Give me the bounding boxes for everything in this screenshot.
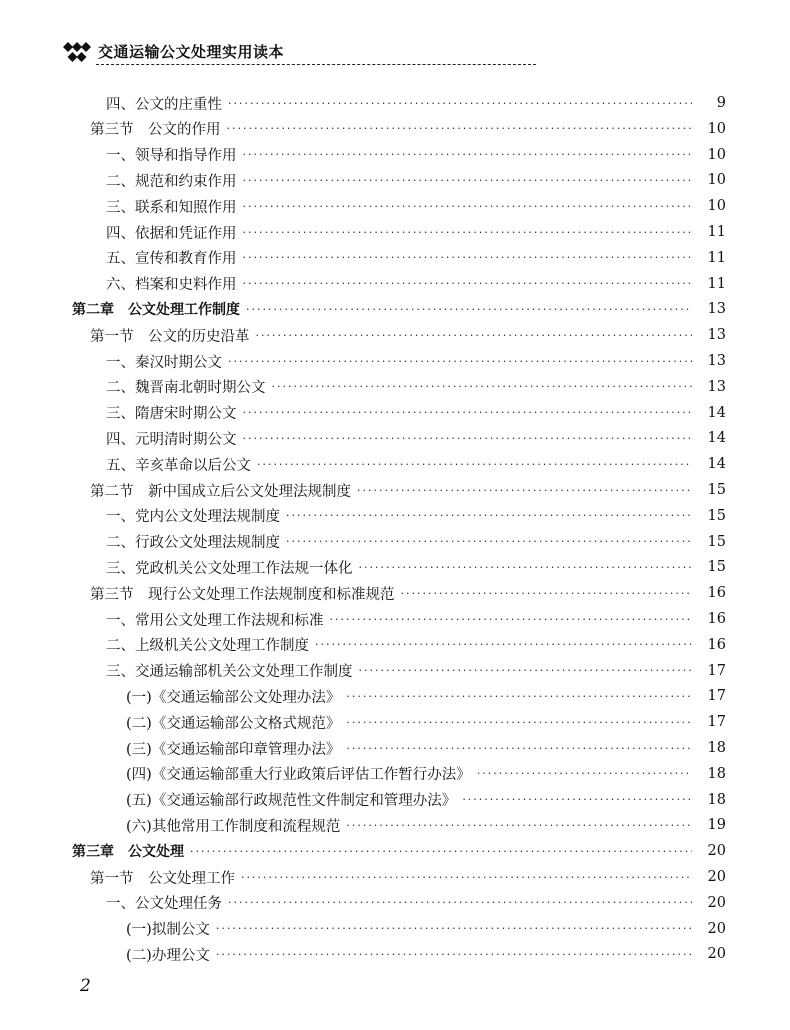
dot-leader (243, 200, 693, 213)
toc-entry-label: 第二节 新中国成立后公文处理法规制度 (90, 483, 351, 500)
toc-entry-page: 13 (707, 301, 726, 318)
toc-entry-page: 20 (707, 894, 726, 911)
toc-entry-label: 三、隋唐宋时期公文 (106, 406, 237, 423)
toc-entry[interactable] (0, 735, 790, 761)
toc-entry-label: 一、公文处理任务 (106, 896, 222, 913)
toc-entry-label: 三、党政机关公文处理工作法规一体化 (106, 560, 353, 577)
toc-entry-label: 第三章 公文处理 (72, 844, 184, 861)
running-header (60, 38, 540, 68)
book-title: 交通运输公文处理实用读本 (98, 43, 285, 61)
toc-entry-label: (六)其他常用工作制度和流程规范 (126, 818, 341, 835)
dot-leader (330, 613, 693, 626)
toc-entry[interactable] (0, 477, 790, 503)
toc-entry[interactable] (0, 580, 790, 606)
toc-entry[interactable] (0, 606, 790, 632)
toc-entry[interactable] (0, 296, 790, 322)
toc-entry-label: 三、联系和知照作用 (106, 199, 237, 216)
toc-entry-page: 14 (707, 456, 726, 473)
toc-entry-label: 二、行政公文处理法规制度 (106, 535, 280, 552)
dot-leader (216, 948, 692, 961)
toc-entry-page: 20 (707, 869, 726, 885)
toc-entry-label: 二、上级机关公文处理工作制度 (106, 638, 309, 655)
toc-entry-page: 16 (707, 611, 726, 627)
toc-entry[interactable] (0, 271, 790, 297)
toc-entry[interactable] (0, 193, 790, 219)
toc-entry[interactable] (0, 503, 790, 529)
toc-entry-page: 17 (707, 714, 726, 731)
dot-leader (243, 174, 693, 187)
toc-entry-page: 17 (707, 688, 726, 705)
toc-entry-page: 11 (707, 224, 726, 240)
dot-leader (401, 587, 693, 600)
toc-entry-label: (三)《交通运输部印章管理办法》 (126, 741, 341, 758)
dot-leader (462, 793, 692, 806)
toc-entry-label: (二)《交通运输部公文格式规范》 (126, 715, 341, 732)
toc-entry-label: 第一节 公文处理工作 (90, 870, 235, 887)
toc-entry[interactable] (0, 90, 790, 116)
toc-entry[interactable] (0, 554, 790, 580)
toc-entry-page: 13 (707, 378, 726, 395)
toc-entry-page: 20 (707, 843, 726, 860)
toc-entry-page: 14 (707, 404, 726, 421)
toc-entry-label: 第三节 现行公文处理工作法规制度和标准规范 (90, 586, 395, 603)
toc-entry[interactable] (0, 916, 790, 942)
toc-entry[interactable] (0, 632, 790, 658)
toc-entry-label: 第三节 公文的作用 (90, 122, 221, 139)
dot-leader (243, 432, 693, 445)
toc-entry-page: 10 (707, 146, 726, 163)
dot-leader (286, 509, 692, 522)
toc-entry-label: 四、依据和凭证作用 (106, 225, 237, 242)
toc-entry-page: 16 (707, 636, 726, 653)
dot-leader (346, 742, 692, 755)
toc-entry[interactable] (0, 709, 790, 735)
toc-entry[interactable] (0, 322, 790, 348)
toc-entry-label: 一、常用公文处理工作法规和标准 (106, 612, 324, 629)
toc-entry[interactable] (0, 529, 790, 555)
dot-leader (241, 871, 692, 884)
toc-entry[interactable] (0, 890, 790, 916)
dot-leader (190, 845, 692, 858)
dot-leader (315, 638, 692, 651)
toc-entry-label: 二、魏晋南北朝时期公文 (106, 380, 266, 397)
dot-leader (228, 355, 692, 368)
toc-entry-label: 五、宣传和教育作用 (106, 251, 237, 268)
dot-leader (256, 329, 693, 342)
dot-leader (346, 819, 692, 832)
toc-entry[interactable] (0, 374, 790, 400)
header-divider (96, 64, 536, 65)
toc-entry-page: 13 (707, 327, 726, 344)
toc-entry[interactable] (0, 116, 790, 142)
toc-entry[interactable] (0, 864, 790, 890)
toc-entry[interactable] (0, 787, 790, 813)
dot-leader (228, 896, 692, 909)
toc-entry-page: 20 (707, 920, 726, 937)
diamond-cluster-icon (62, 41, 92, 63)
toc-entry-page: 18 (707, 740, 726, 756)
dot-leader (243, 148, 693, 161)
dot-leader (227, 122, 693, 135)
toc-entry-label: 第二章 公文处理工作制度 (72, 302, 240, 319)
toc-entry-page: 10 (707, 172, 726, 189)
toc-entry-page: 11 (707, 275, 726, 292)
toc-entry[interactable] (0, 400, 790, 426)
toc-entry-label: 一、秦汉时期公文 (106, 354, 222, 371)
toc-entry-label: (一)拟制公文 (126, 922, 210, 939)
toc-entry[interactable] (0, 348, 790, 374)
toc-entry-page: 19 (707, 817, 726, 834)
toc-entry-label: 三、交通运输部机关公文处理工作制度 (106, 664, 353, 681)
dot-leader (228, 97, 692, 110)
dot-leader (477, 767, 692, 780)
dot-leader (346, 716, 692, 729)
toc-entry-label: 一、领导和指导作用 (106, 148, 237, 165)
toc-entry[interactable] (0, 451, 790, 477)
toc-entry-page: 15 (707, 507, 726, 524)
toc-entry[interactable] (0, 167, 790, 193)
dot-leader (359, 561, 693, 574)
toc-entry[interactable] (0, 219, 790, 245)
dot-leader (243, 406, 693, 419)
toc-entry[interactable] (0, 838, 790, 864)
dot-leader (359, 664, 693, 677)
toc-entry[interactable] (0, 658, 790, 684)
toc-entry[interactable] (0, 761, 790, 787)
toc-entry-label: (四)《交通运输部重大行业政策后评估工作暂行办法》 (126, 767, 471, 784)
toc-entry-page: 11 (707, 249, 726, 266)
toc-entry[interactable] (0, 425, 790, 451)
toc-entry-label: 第一节 公文的历史沿革 (90, 328, 250, 345)
dot-leader (243, 251, 693, 264)
toc-entry-page: 16 (707, 585, 726, 602)
page-number: 2 (80, 976, 91, 996)
toc-entry[interactable] (0, 142, 790, 168)
dot-leader (357, 484, 692, 497)
dot-leader (286, 535, 692, 548)
toc-entry-label: 二、规范和约束作用 (106, 173, 237, 190)
dot-leader (346, 690, 692, 703)
toc-entry-page: 10 (707, 198, 726, 215)
toc-entry-label: 五、辛亥革命以后公文 (106, 457, 251, 474)
dot-leader (216, 922, 692, 935)
toc-entry-page: 15 (707, 533, 726, 550)
toc-entry-label: (一)《交通运输部公文处理办法》 (126, 689, 341, 706)
dot-leader (246, 303, 692, 316)
toc-entry-label: 四、公文的庄重性 (106, 96, 222, 113)
dot-leader (272, 380, 693, 393)
toc-entry-page: 15 (707, 482, 726, 498)
toc-entry-page: 9 (716, 95, 726, 111)
toc-entry-page: 14 (707, 430, 726, 447)
dot-leader (243, 277, 693, 290)
toc-entry-page: 18 (707, 791, 726, 808)
toc-entry-page: 20 (707, 946, 726, 963)
toc-entry-label: (五)《交通运输部行政规范性文件制定和管理办法》 (126, 793, 457, 810)
toc-entry-label: 一、党内公文处理法规制度 (106, 509, 280, 526)
toc-entry-label: 六、档案和史料作用 (106, 277, 237, 294)
toc-entry[interactable] (0, 683, 790, 709)
toc-entry-page: 17 (707, 662, 726, 679)
dot-leader (243, 226, 693, 239)
toc-entry-page: 15 (707, 559, 726, 576)
dot-leader (257, 458, 692, 471)
toc-entry[interactable] (0, 941, 790, 967)
toc-entry-page: 10 (707, 120, 726, 137)
toc-entry[interactable] (0, 812, 790, 838)
toc-entry-label: 四、元明清时期公文 (106, 431, 237, 448)
toc-entry-page: 13 (707, 353, 726, 369)
toc-entry-label: (二)办理公文 (126, 947, 210, 964)
toc-entry[interactable] (0, 245, 790, 271)
toc-entry-page: 18 (707, 765, 726, 782)
